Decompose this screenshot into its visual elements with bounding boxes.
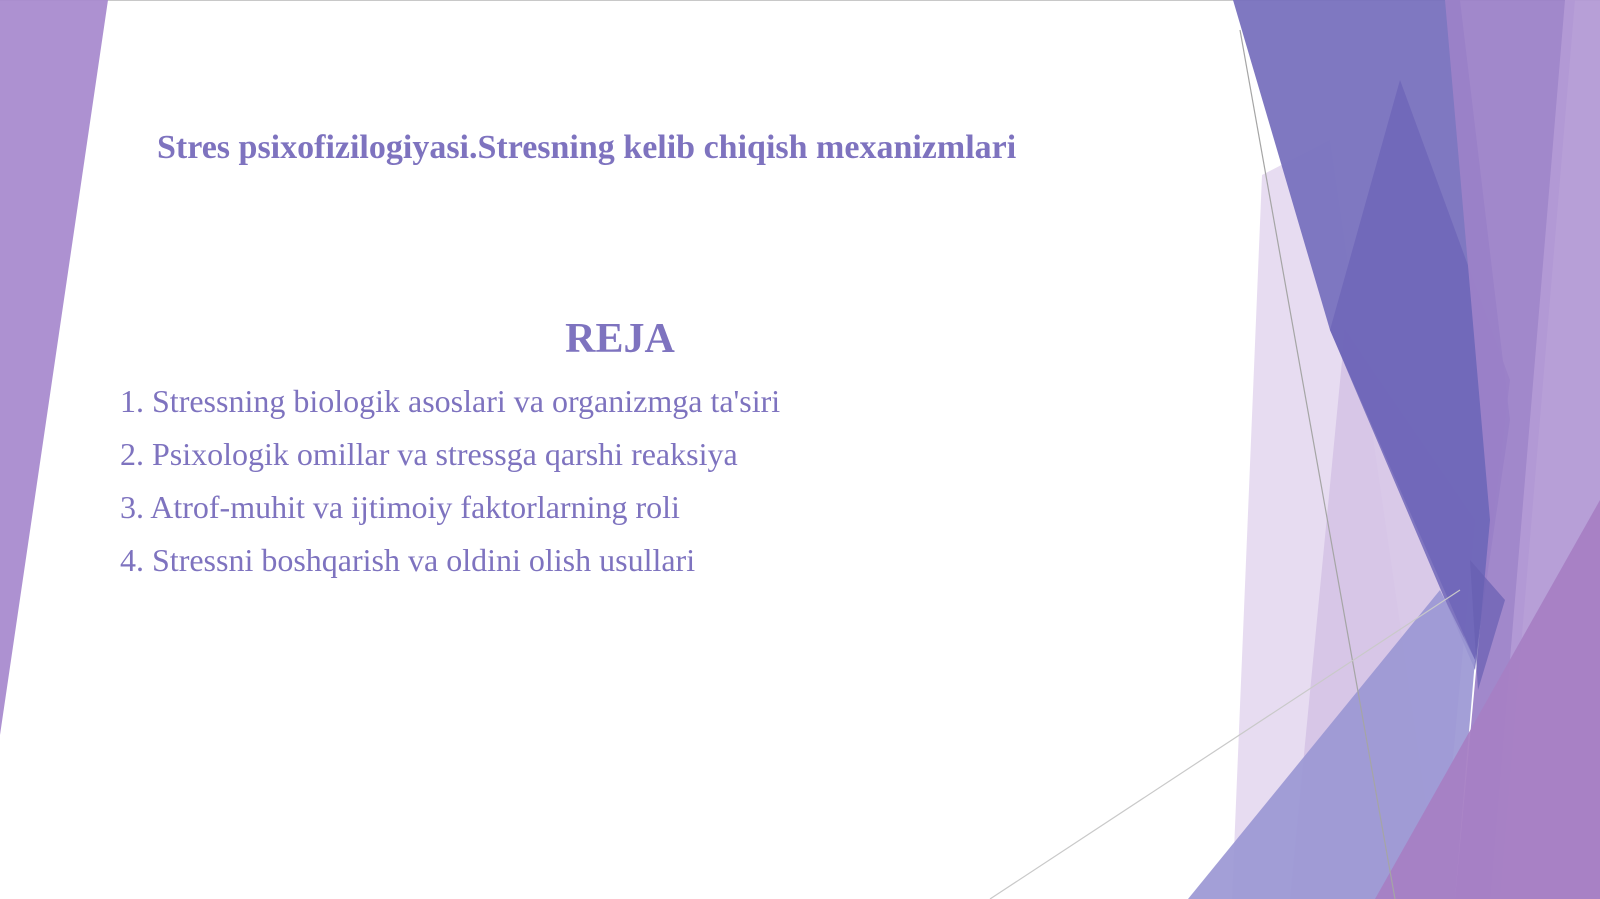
plan-item-3: 3. Atrof-muhit va ijtimoiy faktorlarning roli xyxy=(120,489,680,525)
plan-list xyxy=(120,375,780,587)
slide-subtitle: REJA xyxy=(565,316,675,362)
plan-item-2: 2. Psixologik omillar va stressga qarshi reaksiya xyxy=(120,436,738,472)
left-purple-wedge xyxy=(0,0,108,735)
plan-item-1: 1. Stressning biologik asoslari va organizmga ta'siri xyxy=(120,383,781,419)
plan-item-4: 4. Stressni boshqarish va oldini olish usullari xyxy=(120,542,696,578)
slide-title: Stres psixofizilogiyasi.Stresning kelib chiqish mexanizmlari xyxy=(157,129,1017,166)
